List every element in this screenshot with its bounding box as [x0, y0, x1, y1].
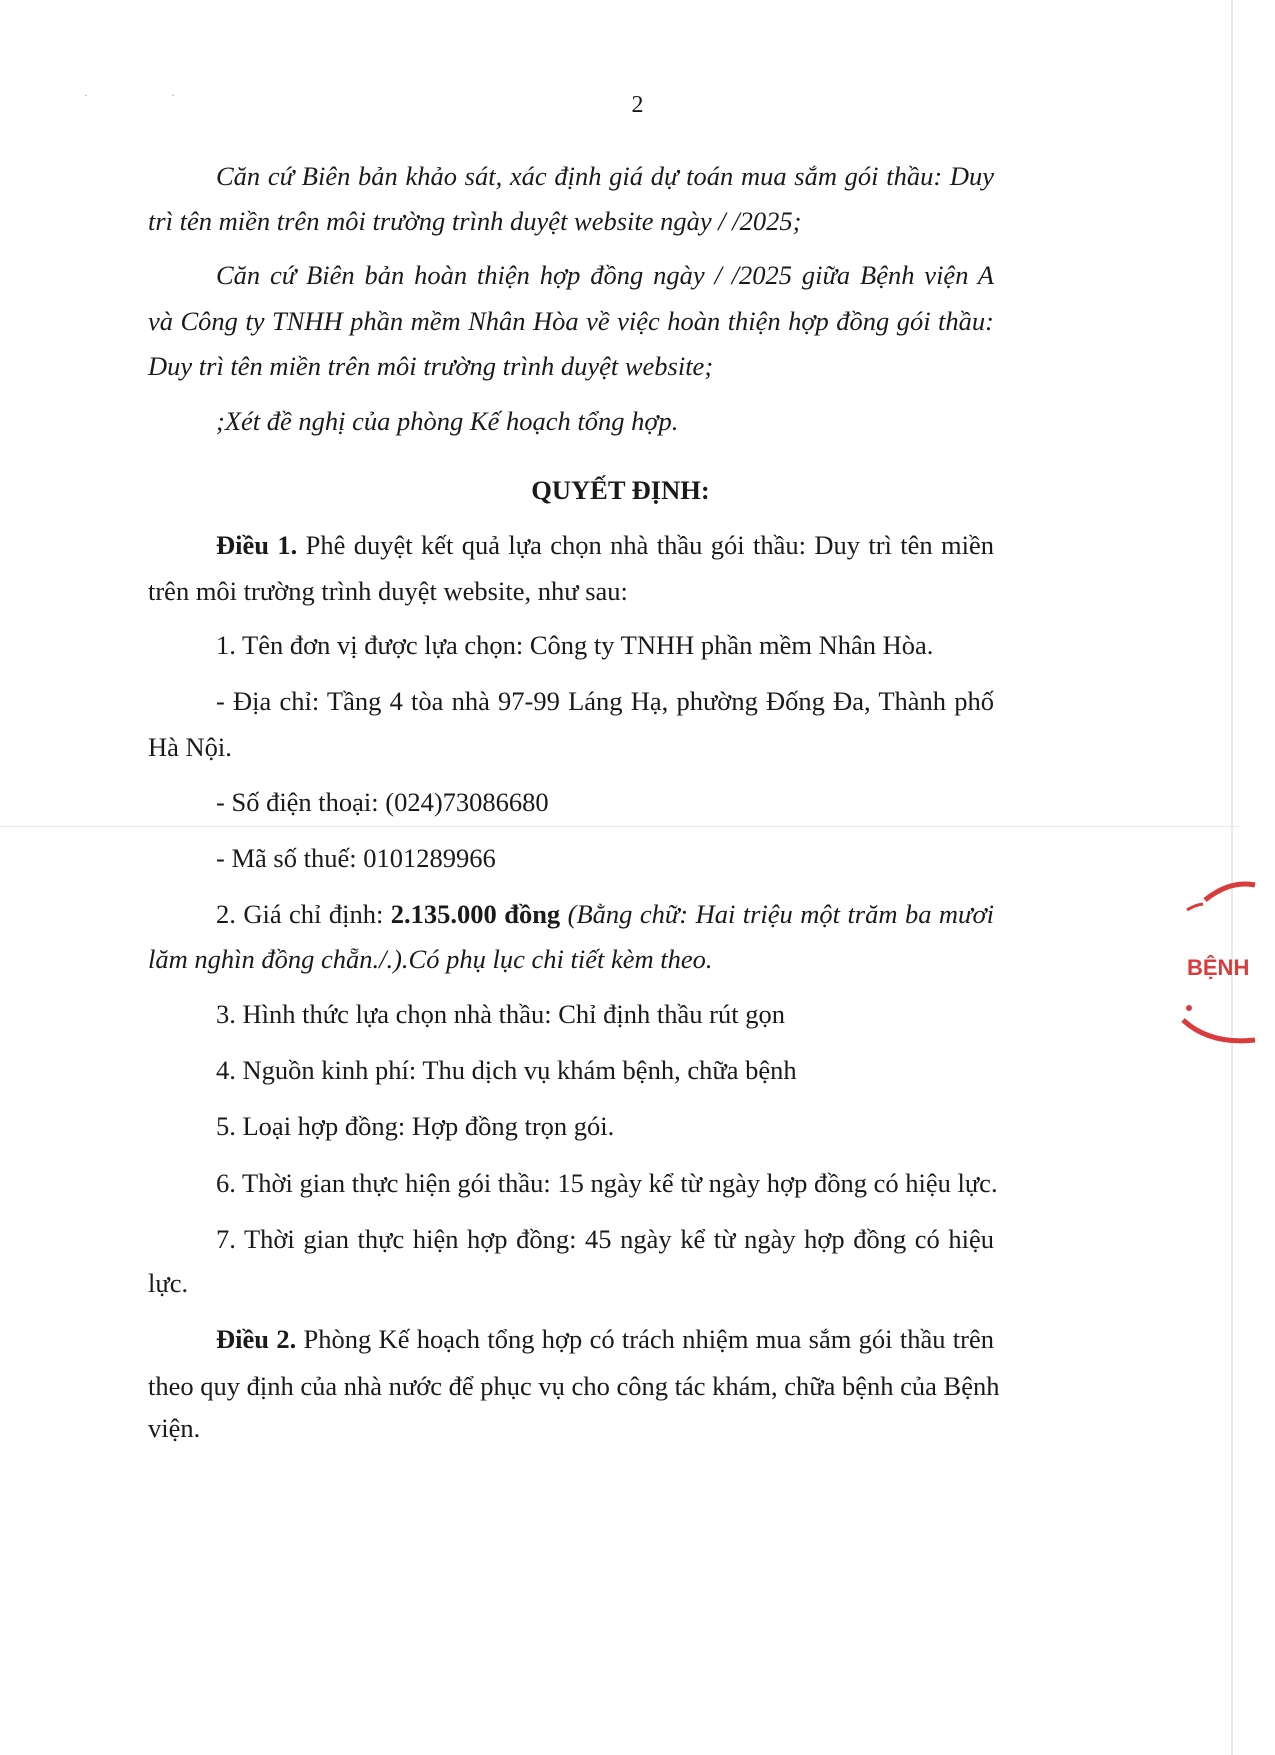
seal-ring-bottom	[1183, 1020, 1255, 1041]
address-line-1: - Địa chỉ: Tầng 4 tòa nhà 97-99 Láng Hạ, phường Đống Đa, Thành phố	[216, 686, 994, 716]
page-number: 2	[631, 92, 644, 118]
tax-code: - Mã số thuế: 0101289966	[216, 843, 496, 873]
contract-type: 5. Loại hợp đồng: Hợp đồng trọn gói.	[216, 1111, 615, 1141]
address-line-2: Hà Nội.	[148, 732, 232, 762]
scan-fold-line	[0, 826, 1241, 827]
package-time: 6. Thời gian thực hiện gói thầu: 15 ngày kể từ ngày hợp đồng có hiệu lực.	[216, 1168, 998, 1198]
basis-2-line-2: và Công ty TNHH phần mềm Nhân Hòa về việc hoàn thiện hợp đồng gói thầu:	[148, 306, 994, 336]
basis-3-line-1: ;Xét đề nghị của phòng Kế hoạch tổng hợp.	[216, 406, 679, 436]
red-seal-stamp	[1175, 860, 1250, 1060]
price-line-1	[216, 898, 994, 930]
phone-number: - Số điện thoại: (024)73086680	[216, 787, 549, 817]
contract-time-line-2: lực.	[148, 1268, 189, 1298]
decision-heading: QUYẾT ĐỊNH:	[531, 475, 710, 505]
seal-ring-top	[1205, 884, 1255, 900]
contractor-name: 1. Tên đơn vị được lựa chọn: Công ty TNHH phần mềm Nhân Hòa.	[216, 630, 934, 660]
scan-specks: · ·	[84, 88, 215, 102]
article-2-label: Điều 2.	[216, 1324, 297, 1354]
seal-tick	[1187, 904, 1203, 910]
article-1-label: Điều 1.	[216, 530, 298, 560]
selection-method: 3. Hình thức lựa chọn nhà thầu: Chỉ định thầu rút gọn	[216, 999, 785, 1029]
article-2-line-1	[216, 1323, 994, 1355]
basis-1-line-1: Căn cứ Biên bản khảo sát, xác định giá dự toán mua sắm gói thầu: Duy	[216, 161, 994, 191]
price-words: (Bằng chữ: Hai triệu một trăm ba mươi	[560, 899, 994, 929]
funding-source: 4. Nguồn kinh phí: Thu dịch vụ khám bệnh, chữa bệnh	[216, 1055, 797, 1085]
article-2-line-2: theo quy định của nhà nước để phục vụ cho công tác khám, chữa bệnh của Bệnh	[148, 1371, 1000, 1401]
basis-1-line-2: trì tên miền trên môi trường trình duyệt website ngày / /2025;	[148, 206, 802, 236]
article-2-text: Phòng Kế hoạch tổng hợp có trách nhiệm mua sắm gói thầu trên	[296, 1324, 994, 1354]
price-amount: 2.135.000 đồng	[390, 899, 561, 929]
basis-2-line-1: Căn cứ Biên bản hoàn thiện hợp đồng ngày / /2025 giữa Bệnh viện A	[216, 260, 994, 290]
seal-dot	[1186, 1005, 1192, 1011]
price-label: 2. Giá chỉ định:	[216, 899, 391, 929]
price-line-2: lăm nghìn đồng chẵn./.).Có phụ lục chi tiết kèm theo.	[148, 944, 713, 974]
article-1-line-2: trên môi trường trình duyệt website, như sau:	[148, 576, 628, 606]
basis-2-line-3: Duy trì tên miền trên môi trường trình duyệt website;	[148, 351, 714, 381]
contract-time-line-1: 7. Thời gian thực hiện hợp đồng: 45 ngày kể từ ngày hợp đồng có hiệu	[216, 1224, 994, 1254]
seal-text: BỆNH	[1187, 955, 1250, 980]
article-2-line-3: viện.	[148, 1413, 201, 1443]
article-1-text: Phê duyệt kết quả lựa chọn nhà thầu gói thầu: Duy trì tên miền	[297, 530, 995, 560]
article-1-line-1	[216, 529, 994, 561]
